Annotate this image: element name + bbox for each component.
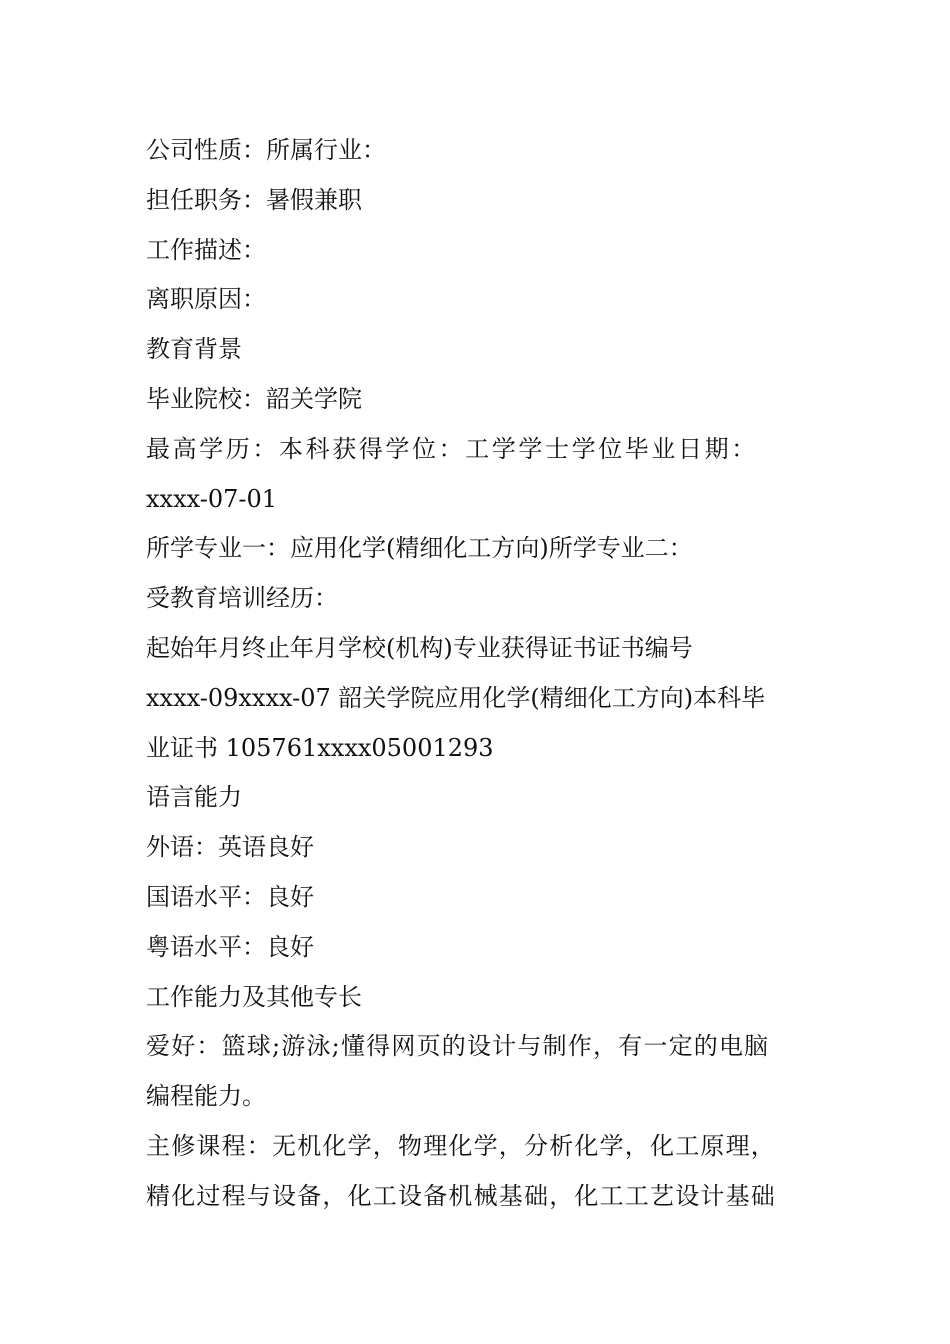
position-line: 担任职务：暑假兼职: [146, 185, 362, 214]
document-body: [146, 126, 808, 1222]
main-courses-line-continued: 精化过程与设备，化工设备机械基础，化工工艺设计基础: [146, 1181, 776, 1210]
section-heading-skills: 工作能力及其他专长: [146, 982, 362, 1011]
training-header-line: 起始年月终止年月学校(机构)专业获得证书证书编号: [146, 633, 693, 662]
leaving-reason-line: 离职原因：: [146, 285, 266, 314]
graduate-school-line: 毕业院校：韶关学院: [146, 384, 362, 413]
hobbies-line: 爱好：篮球;游泳;懂得网页的设计与制作，有一定的电脑: [146, 1032, 770, 1061]
section-heading-education: 教育背景: [146, 335, 242, 364]
training-history-line: 受教育培训经历：: [146, 584, 338, 613]
cantonese-level-line: 粤语水平：良好: [146, 932, 314, 961]
job-description-line: 工作描述：: [146, 235, 266, 264]
training-record-line: xxxx-09xxxx-07 韶关学院应用化学(精细化工方向)本科毕: [146, 683, 766, 712]
certificate-number-line: 业证书 105761xxxx05001293: [146, 733, 494, 762]
main-courses-line: 主修课程：无机化学，物理化学，分析化学，化工原理，: [146, 1131, 776, 1160]
section-heading-language: 语言能力: [146, 783, 242, 812]
major-line: 所学专业一：应用化学(精细化工方向)所学专业二：: [146, 534, 693, 563]
company-nature-line: 公司性质：所属行业：: [146, 136, 386, 164]
foreign-language-line: 外语：英语良好: [146, 833, 314, 862]
graduation-date-line: xxxx-07-01: [146, 484, 278, 513]
hobbies-line-continued: 编程能力。: [146, 1082, 266, 1111]
mandarin-level-line: 国语水平：良好: [146, 882, 314, 911]
highest-degree-line: 最高学历：本科获得学位：工学学士学位毕业日期：: [146, 434, 758, 463]
